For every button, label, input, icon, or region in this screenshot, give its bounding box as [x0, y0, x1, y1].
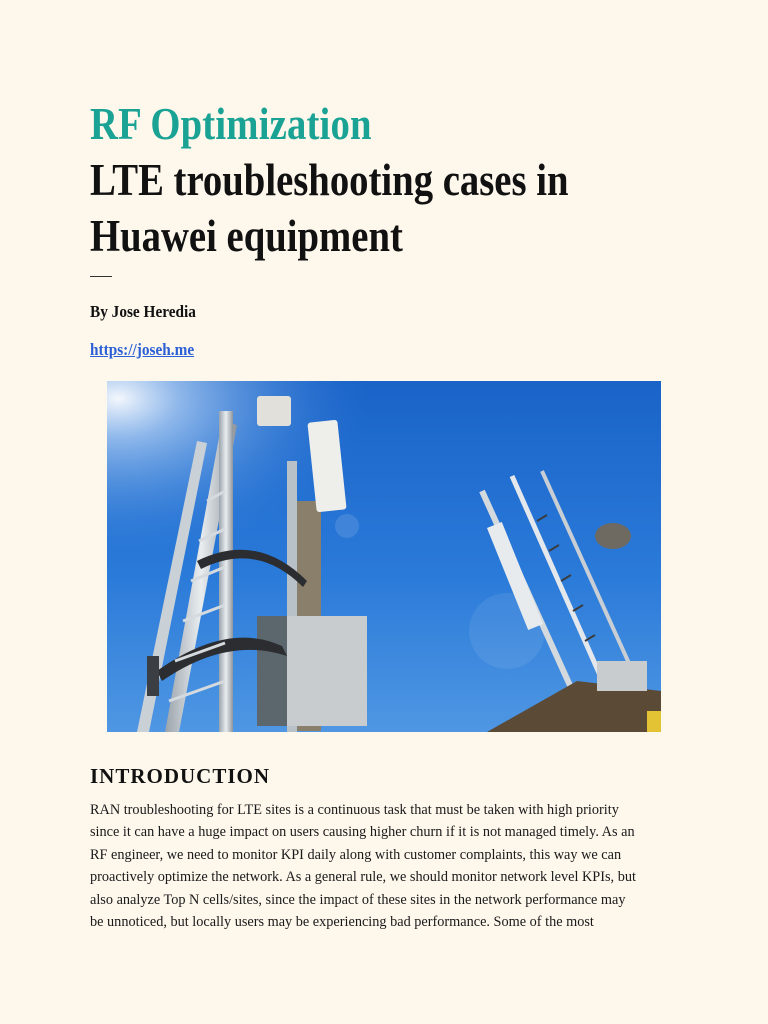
- paragraph-line: since it can have a huge impact on users causing higher churn if it is not managed timely. As an: [90, 823, 635, 841]
- hero-image-cell-towers: [107, 381, 661, 732]
- author-website-link[interactable]: https://joseh.me: [90, 340, 195, 359]
- introduction-paragraph: [90, 799, 690, 933]
- category-kicker: RF Optimization: [90, 99, 372, 149]
- paragraph-line: proactively optimize the network. As a general rule, we should monitor network level KPIs, but: [90, 868, 636, 886]
- author-byline: By Jose Heredia: [90, 302, 196, 321]
- title-line-2: Huawei equipment: [90, 211, 403, 261]
- cell-tower-illustration: [107, 381, 661, 732]
- paragraph-line: RF engineer, we need to monitor KPI daily along with customer complaints, this way we can: [90, 845, 622, 863]
- paragraph-line: also analyze Top N cells/sites, since the impact of these sites in the network performance may: [90, 890, 626, 908]
- document-title: [90, 152, 692, 264]
- paragraph-line: be unnoticed, but locally users may be experiencing bad performance. Some of the most: [90, 913, 594, 931]
- paragraph-line: RAN troubleshooting for LTE sites is a continuous task that must be taken with high priority: [90, 801, 619, 818]
- title-line-1: LTE troubleshooting cases in: [90, 155, 569, 205]
- section-heading-introduction: INTRODUCTION: [90, 764, 271, 788]
- title-divider: [90, 276, 112, 277]
